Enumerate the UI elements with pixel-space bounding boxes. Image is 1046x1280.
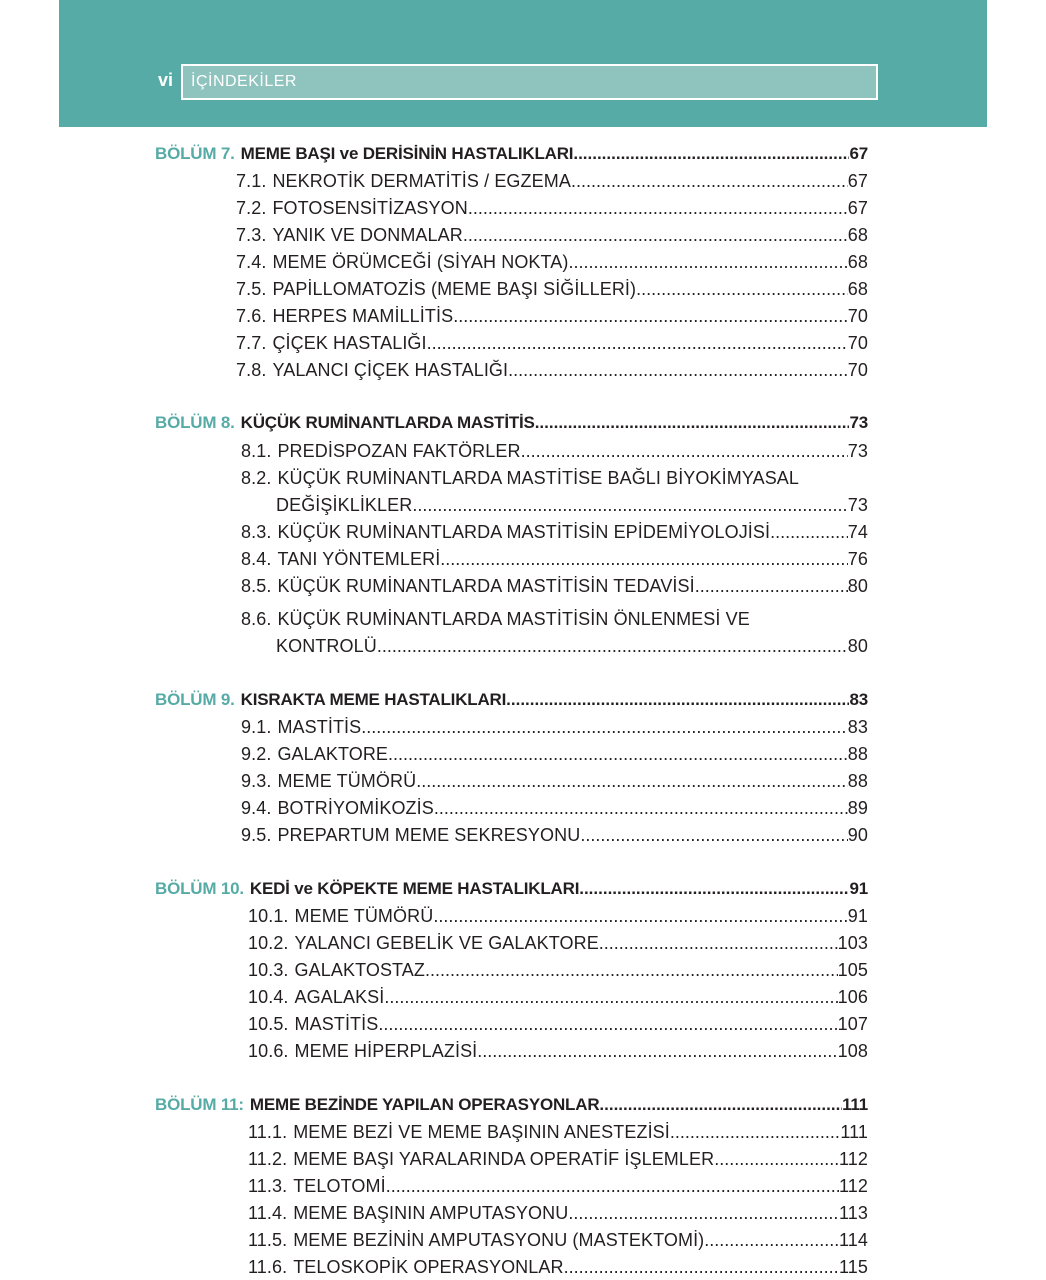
section-number: 7.5. [236, 279, 267, 299]
section-row [236, 223, 868, 247]
section-row [241, 574, 868, 598]
section-title: HERPES MAMİLLİTİS [272, 306, 454, 326]
chapter-page-number: 83 [849, 690, 868, 709]
dot-leader [636, 277, 848, 301]
dot-leader [377, 634, 848, 658]
chapter-title: KÜÇÜK RUMİNANTLARDA MASTİTİS [240, 413, 535, 432]
section-title: KÜÇÜK RUMİNANTLARDA MASTİTİSİN ÖNLENMESİ VE [277, 609, 750, 629]
section-row [248, 1039, 868, 1063]
section-page-number: 103 [837, 933, 868, 953]
dot-leader [571, 169, 848, 193]
chapter-label: BÖLÜM 10. [155, 879, 244, 898]
dot-leader [580, 823, 847, 847]
section-title: PAPİLLOMATOZİS (MEME BAŞI SİĞİLLERİ) [272, 279, 637, 299]
chapter-page-number: 73 [849, 413, 868, 432]
dot-leader [573, 142, 849, 166]
section-row [241, 547, 868, 571]
section-number: 9.4. [241, 798, 272, 818]
section-number: 11.5. [248, 1230, 288, 1250]
chapter-label: BÖLÜM 9. [155, 690, 235, 709]
section-page-number: 112 [839, 1149, 868, 1169]
section-number: 9.2. [241, 744, 272, 764]
chapter-row [155, 411, 868, 435]
dot-leader [670, 1120, 840, 1144]
section-title: PREPARTUM MEME SEKRESYONU [277, 825, 581, 845]
section-title: YALANCI ÇİÇEK HASTALIĞI [272, 360, 509, 380]
section-number: 11.4. [248, 1203, 288, 1223]
section-title: MEME TÜMÖRÜ [277, 771, 417, 791]
section-title-continued: KONTROLÜ [276, 636, 377, 656]
section-row-continued [276, 634, 868, 658]
section-title: KÜÇÜK RUMİNANTLARDA MASTİTİSE BAĞLI BİYOKİMYASAL [277, 468, 800, 488]
section-row [248, 958, 868, 982]
section-row [248, 1012, 868, 1036]
section-page-number: 107 [837, 1014, 868, 1034]
section-number: 11.3. [248, 1176, 288, 1196]
dot-leader [521, 439, 848, 463]
section-title: MASTİTİS [294, 1014, 379, 1034]
section-row [248, 1255, 868, 1279]
section-title: TELOSKOPİK OPERASYONLAR [293, 1257, 564, 1277]
section-row-continued [276, 493, 868, 517]
section-number: 9.5. [241, 825, 272, 845]
section-title: YANIK VE DONMALAR [272, 225, 463, 245]
section-title-continued: DEĞİŞİKLİKLER [276, 495, 413, 515]
section-row [236, 331, 868, 355]
page-title: İÇİNDEKİLER [191, 73, 297, 90]
section-title: TELOTOMİ [293, 1176, 386, 1196]
section-page-number: 74 [847, 522, 868, 542]
section-row [241, 439, 868, 463]
section-row [236, 277, 868, 301]
dot-leader [425, 958, 838, 982]
dot-leader [714, 1147, 839, 1171]
chapter-page-number: 67 [849, 144, 868, 163]
dot-leader [508, 358, 848, 382]
section-row [241, 796, 868, 820]
section-row [241, 520, 868, 544]
dot-leader [599, 931, 838, 955]
dot-leader [695, 574, 848, 598]
chapter-label: BÖLÜM 8. [155, 413, 235, 432]
section-row [248, 1228, 868, 1252]
dot-leader [433, 904, 847, 928]
section-number: 10.1. [248, 906, 289, 926]
dot-leader [463, 223, 848, 247]
section-row [241, 823, 868, 847]
section-number: 11.1. [248, 1122, 288, 1142]
section-number: 7.6. [236, 306, 267, 326]
section-number: 7.1. [236, 171, 267, 191]
section-row [236, 250, 868, 274]
section-number: 10.6. [248, 1041, 289, 1061]
section-title: TANI YÖNTEMLERİ [277, 549, 441, 569]
section-row [236, 169, 868, 193]
section-row [241, 769, 868, 793]
dot-leader [361, 715, 848, 739]
section-title: GALAKTORE [277, 744, 389, 764]
section-number: 9.3. [241, 771, 272, 791]
section-title: MEME TÜMÖRÜ [294, 906, 434, 926]
section-page-number: 105 [837, 960, 868, 980]
section-page-number: 115 [839, 1257, 868, 1277]
section-number: 10.2. [248, 933, 289, 953]
section-row [241, 607, 868, 631]
section-page-number: 90 [847, 825, 868, 845]
section-title: ÇİÇEK HASTALIĞI [272, 333, 427, 353]
section-row [241, 466, 868, 490]
chapter-row [155, 877, 868, 901]
section-page-number: 80 [847, 636, 868, 656]
dot-leader [384, 985, 837, 1009]
section-page-number: 88 [847, 744, 868, 764]
section-page-number: 108 [837, 1041, 868, 1061]
chapter-title: MEME BAŞI ve DERİSİNİN HASTALIKLARI [240, 144, 574, 163]
dot-leader [599, 1093, 842, 1117]
section-page-number: 112 [839, 1176, 868, 1196]
dot-leader [579, 877, 849, 901]
dot-leader [440, 547, 847, 571]
chapter-title: KISRAKTA MEME HASTALIKLARI [240, 690, 507, 709]
section-title: KÜÇÜK RUMİNANTLARDA MASTİTİSİN TEDAVİSİ [277, 576, 695, 596]
section-number: 8.3. [241, 522, 272, 542]
dot-leader [416, 769, 848, 793]
section-page-number: 91 [847, 906, 868, 926]
dot-leader [468, 196, 848, 220]
section-title: MEME BEZİNİN AMPUTASYONU (MASTEKTOMİ) [293, 1230, 705, 1250]
section-row [236, 304, 868, 328]
dot-leader [412, 493, 847, 517]
section-row [248, 1201, 868, 1225]
section-page-number: 106 [837, 987, 868, 1007]
section-number: 7.4. [236, 252, 267, 272]
section-row [236, 358, 868, 382]
chapter-page-number: 111 [842, 1095, 868, 1114]
section-page-number: 68 [847, 252, 868, 272]
section-row [248, 1174, 868, 1198]
section-row [236, 196, 868, 220]
section-title: MEME HİPERPLAZİSİ [294, 1041, 478, 1061]
section-title: AGALAKSİ [294, 987, 385, 1007]
section-row [241, 742, 868, 766]
section-title: FOTOSENSİTİZASYON [272, 198, 468, 218]
dot-leader [704, 1228, 839, 1252]
chapter-label: BÖLÜM 11: [155, 1095, 244, 1114]
section-page-number: 70 [847, 360, 868, 380]
section-title: KÜÇÜK RUMİNANTLARDA MASTİTİSİN EPİDEMİYOLOJİSİ [277, 522, 771, 542]
section-number: 8.1. [241, 441, 272, 461]
section-page-number: 76 [847, 549, 868, 569]
section-page-number: 68 [847, 225, 868, 245]
section-page-number: 68 [847, 279, 868, 299]
section-number: 8.5. [241, 576, 272, 596]
chapter-title: KEDİ ve KÖPEKTE MEME HASTALIKLARI [249, 879, 580, 898]
section-number: 11.6. [248, 1257, 288, 1277]
chapter-label: BÖLÜM 7. [155, 144, 235, 163]
dot-leader [568, 1201, 839, 1225]
dot-leader [378, 1012, 837, 1036]
dot-leader [386, 1174, 839, 1198]
section-title: NEKROTİK DERMATİTİS / EGZEMA [272, 171, 571, 191]
section-number: 7.3. [236, 225, 267, 245]
section-number: 8.4. [241, 549, 272, 569]
chapter-row [155, 142, 868, 166]
chapter-title: MEME BEZİNDE YAPILAN OPERASYONLAR [249, 1095, 600, 1114]
section-page-number: 73 [847, 441, 868, 461]
section-number: 8.6. [241, 609, 272, 629]
section-title: YALANCI GEBELİK VE GALAKTORE [294, 933, 599, 953]
section-row [248, 931, 868, 955]
section-number: 7.8. [236, 360, 267, 380]
section-row [241, 715, 868, 739]
chapter-row [155, 688, 868, 712]
section-title: MEME BEZİ VE MEME BAŞININ ANESTEZİSİ [293, 1122, 670, 1142]
section-page-number: 113 [839, 1203, 868, 1223]
dot-leader [770, 520, 848, 544]
section-number: 7.2. [236, 198, 267, 218]
section-page-number: 88 [847, 771, 868, 791]
section-page-number: 83 [847, 717, 868, 737]
section-row [248, 904, 868, 928]
section-row [248, 985, 868, 1009]
section-title: BOTRİYOMİKOZİS [277, 798, 434, 818]
section-number: 7.7. [236, 333, 267, 353]
section-title: GALAKTOSTAZ [294, 960, 426, 980]
chapter-page-number: 91 [849, 879, 868, 898]
section-page-number: 80 [847, 576, 868, 596]
section-number: 9.1. [241, 717, 272, 737]
dot-leader [453, 304, 848, 328]
dot-leader [506, 688, 849, 712]
section-page-number: 111 [840, 1122, 868, 1142]
section-page-number: 67 [847, 198, 868, 218]
section-title: MEME BAŞI YARALARINDA OPERATİF İŞLEMLER [293, 1149, 715, 1169]
dot-leader [564, 1255, 839, 1279]
section-page-number: 114 [839, 1230, 868, 1250]
dot-leader [535, 411, 850, 435]
section-title: MEME BAŞININ AMPUTASYONU [293, 1203, 569, 1223]
section-title: PREDİSPOZAN FAKTÖRLER [277, 441, 521, 461]
dot-leader [434, 796, 848, 820]
section-number: 8.2. [241, 468, 272, 488]
section-row [248, 1120, 868, 1144]
dot-leader [477, 1039, 837, 1063]
section-number: 11.2. [248, 1149, 288, 1169]
section-title: MASTİTİS [277, 717, 362, 737]
page-number: vi [158, 70, 174, 90]
section-page-number: 67 [847, 171, 868, 191]
section-page-number: 73 [847, 495, 868, 515]
chapter-row [155, 1093, 868, 1117]
section-number: 10.4. [248, 987, 289, 1007]
dot-leader [427, 331, 848, 355]
section-number: 10.3. [248, 960, 289, 980]
section-page-number: 89 [847, 798, 868, 818]
section-page-number: 70 [847, 306, 868, 326]
section-number: 10.5. [248, 1014, 289, 1034]
dot-leader [568, 250, 847, 274]
section-title: MEME ÖRÜMCEĞİ (SİYAH NOKTA) [272, 252, 569, 272]
section-page-number: 70 [847, 333, 868, 353]
section-row [248, 1147, 868, 1171]
dot-leader [388, 742, 848, 766]
